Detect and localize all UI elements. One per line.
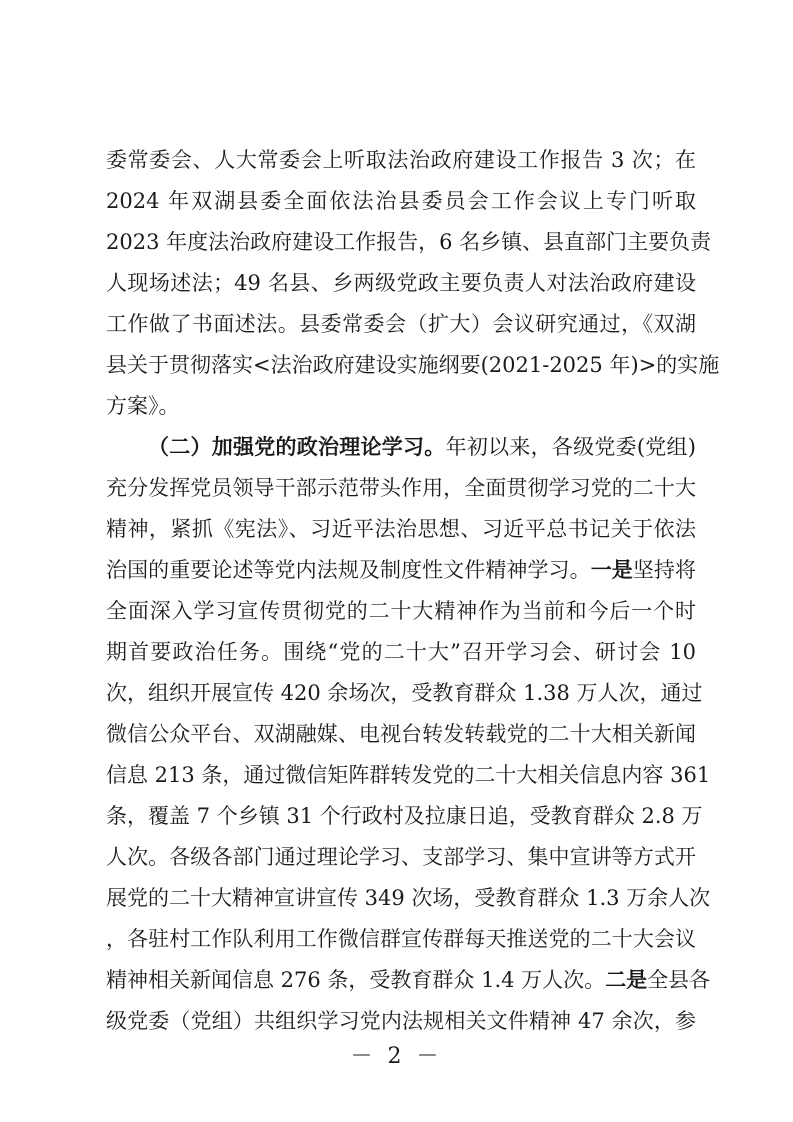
- text-line: 展党的二十大精神宣讲宣传 349 次场，受教育群众 1.3 万余人次: [106, 886, 711, 910]
- text-line: 充分发挥党员领导干部示范带头作用，全面贯彻学习党的二十大: [106, 476, 696, 500]
- text-run: 治国的重要论述等党内法规及制度性文件精神学习。: [106, 558, 591, 582]
- text-line: 2024 年双湖县委全面依法治县委员会工作会议上专门听取: [106, 189, 696, 213]
- text-line: 2023 年度法治政府建设工作报告，6 名乡镇、县直部门主要负责: [106, 230, 712, 254]
- text-line: 微信公众平台、双湖融媒、电视台转发转载党的二十大相关新闻: [106, 722, 696, 746]
- text-line: 委常委会、人大常委会上听取法治政府建设工作报告 3 次；在: [106, 148, 696, 172]
- enumeration-marker: 二是: [605, 967, 648, 992]
- text-run: 全县各: [647, 968, 711, 992]
- text-line: 次，组织开展宣传 420 余场次，受教育群众 1.38 万人次，通过: [106, 681, 703, 705]
- text-run: 精神相关新闻信息 276 条，受教育群众 1.4 万人次。: [106, 968, 606, 992]
- text-run: 年初以来，各级党委(党组): [445, 435, 696, 459]
- enumeration-marker: 一是: [590, 557, 633, 582]
- text-line: 期首要政治任务。围绕“党的二十大”召开学习会、研讨会 10: [106, 640, 696, 664]
- text-line: ，各驻村工作队利用工作微信群宣传群每天推送党的二十大会议: [106, 927, 696, 951]
- text-line: 县关于贯彻落实<法治政府建设实施纲要(2021-2025 年)>的实施: [106, 353, 720, 377]
- text-line: 条，覆盖 7 个乡镇 31 个行政村及拉康日追，受教育群众 2.8 万: [106, 804, 703, 828]
- text-line: 方案》。: [106, 394, 180, 418]
- text-line: 工作做了书面述法。县委常委会（扩大）会议研究通过，《双湖: [106, 312, 696, 336]
- text-line-with-marker: [106, 965, 711, 995]
- text-line: 全面深入学习宣传贯彻党的二十大精神作为当前和今后一个时: [106, 599, 696, 623]
- paragraph-first-line: [148, 432, 696, 462]
- section-heading: （二）加强党的政治理论学习。: [148, 434, 446, 459]
- text-line: 人次。各级各部门通过理论学习、支部学习、集中宣讲等方式开: [106, 845, 696, 869]
- text-line: 信息 213 条，通过微信矩阵群转发党的二十大相关信息内容 361: [106, 763, 711, 787]
- text-line: 精神，紧抓《宪法》、习近平法治思想、习近平总书记关于依法: [106, 517, 696, 541]
- text-line-with-marker: [106, 555, 696, 585]
- text-line: 级党委（党组）共组织学习党内法规相关文件精神 47 余次，参: [106, 1009, 696, 1033]
- page-number: － 2 －: [350, 1044, 443, 1069]
- text-run: 坚持将: [632, 558, 697, 582]
- text-line: 人现场述法；49 名县、乡两级党政主要负责人对法治政府建设: [106, 271, 696, 295]
